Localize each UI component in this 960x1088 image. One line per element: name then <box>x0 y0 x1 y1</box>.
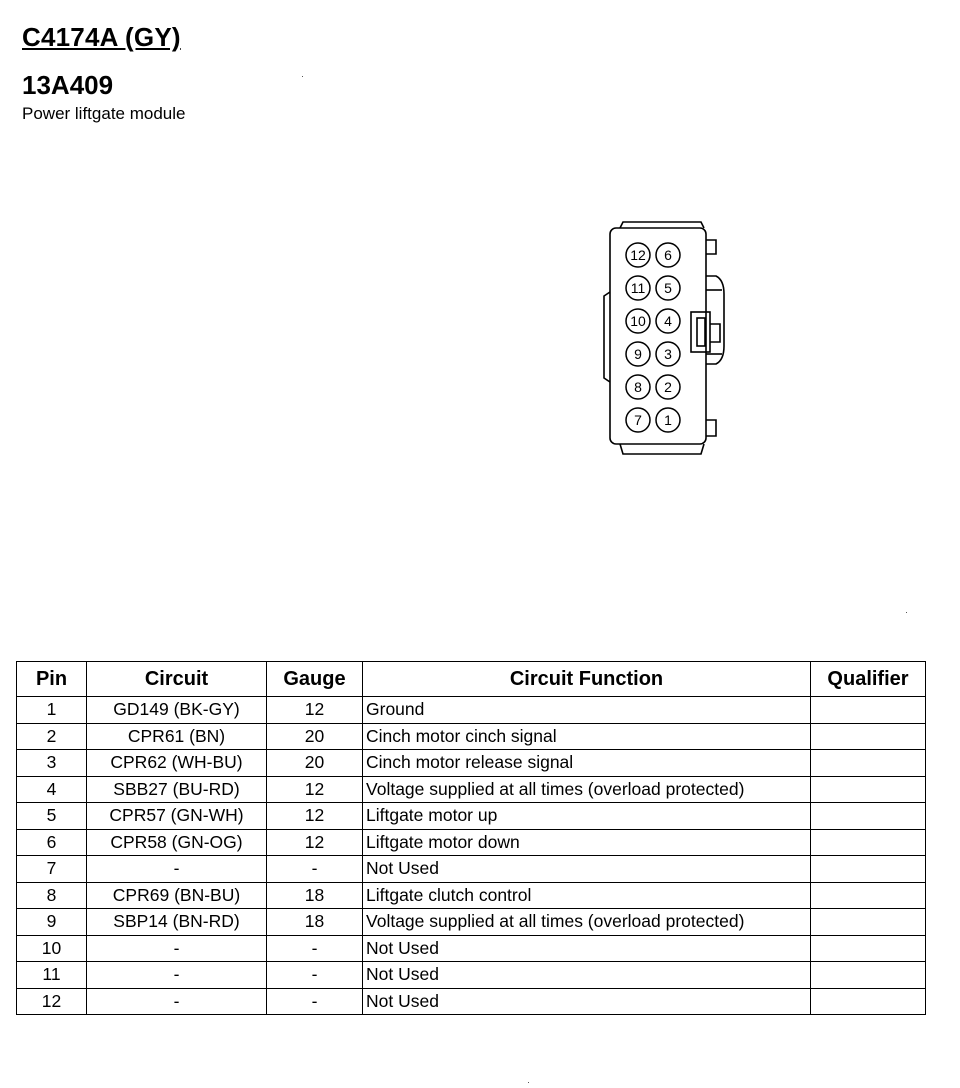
qualifier-cell <box>811 988 926 1015</box>
pinout-table-body <box>17 697 926 1015</box>
cavity-5 <box>656 276 680 300</box>
pin-cell: 1 <box>17 697 87 724</box>
circuit-function-cell: Cinch motor release signal <box>363 750 811 777</box>
circuit-function-cell: Liftgate clutch control <box>363 882 811 909</box>
header-circuit-function: Circuit Function <box>363 662 811 697</box>
qualifier-cell <box>811 909 926 936</box>
table-row <box>17 962 926 989</box>
circuit-cell: CPR58 (GN-OG) <box>87 829 267 856</box>
circuit-cell: SBP14 (BN-RD) <box>87 909 267 936</box>
table-row <box>17 803 926 830</box>
cavity-number: 12 <box>630 247 646 263</box>
cavity-4 <box>656 309 680 333</box>
table-row <box>17 776 926 803</box>
qualifier-cell <box>811 935 926 962</box>
header-qualifier: Qualifier <box>811 662 926 697</box>
gauge-cell: 12 <box>267 829 363 856</box>
circuit-function-cell: Voltage supplied at all times (overload protected) <box>363 776 811 803</box>
table-row <box>17 750 926 777</box>
cavity-grid <box>626 243 680 432</box>
cavity-number: 10 <box>630 313 646 329</box>
circuit-cell: CPR57 (GN-WH) <box>87 803 267 830</box>
cavity-number: 2 <box>664 379 672 395</box>
table-header-row <box>17 662 926 697</box>
pin-cell: 7 <box>17 856 87 883</box>
header-pin: Pin <box>17 662 87 697</box>
circuit-function-cell: Not Used <box>363 988 811 1015</box>
circuit-cell: - <box>87 935 267 962</box>
cavity-number: 3 <box>664 346 672 362</box>
circuit-cell: GD149 (BK-GY) <box>87 697 267 724</box>
header-gauge: Gauge <box>267 662 363 697</box>
gauge-cell: - <box>267 962 363 989</box>
cavity-number: 8 <box>634 379 642 395</box>
qualifier-cell <box>811 856 926 883</box>
cavity-number: 5 <box>664 280 672 296</box>
cavity-3 <box>656 342 680 366</box>
circuit-cell: - <box>87 962 267 989</box>
pin-cell: 4 <box>17 776 87 803</box>
connector-title: C4174A (GY) <box>22 22 181 52</box>
gauge-cell: 20 <box>267 723 363 750</box>
connector-description: Power liftgate module <box>22 104 186 123</box>
scan-speck <box>906 612 907 613</box>
qualifier-cell <box>811 750 926 777</box>
table-row <box>17 829 926 856</box>
cavity-2 <box>656 375 680 399</box>
table-row <box>17 935 926 962</box>
gauge-cell: - <box>267 988 363 1015</box>
circuit-cell: - <box>87 988 267 1015</box>
cavity-number: 1 <box>664 412 672 428</box>
cavity-12 <box>626 243 650 267</box>
circuit-cell: CPR62 (WH-BU) <box>87 750 267 777</box>
cavity-1 <box>656 408 680 432</box>
circuit-function-cell: Not Used <box>363 935 811 962</box>
table-row <box>17 697 926 724</box>
circuit-function-cell: Voltage supplied at all times (overload protected) <box>363 909 811 936</box>
connector-face-diagram <box>598 214 738 460</box>
qualifier-cell <box>811 829 926 856</box>
cavity-number: 6 <box>664 247 672 263</box>
circuit-cell: SBB27 (BU-RD) <box>87 776 267 803</box>
scan-speck <box>528 1082 529 1083</box>
cavity-7 <box>626 408 650 432</box>
pin-cell: 11 <box>17 962 87 989</box>
qualifier-cell <box>811 882 926 909</box>
header-circuit: Circuit <box>87 662 267 697</box>
cavity-8 <box>626 375 650 399</box>
gauge-cell: - <box>267 856 363 883</box>
cavity-number: 4 <box>664 313 672 329</box>
cavity-number: 7 <box>634 412 642 428</box>
table-row <box>17 882 926 909</box>
pin-cell: 5 <box>17 803 87 830</box>
circuit-function-cell: Not Used <box>363 962 811 989</box>
cavity-9 <box>626 342 650 366</box>
circuit-function-cell: Cinch motor cinch signal <box>363 723 811 750</box>
part-number: 13A409 <box>22 70 114 100</box>
gauge-cell: 12 <box>267 803 363 830</box>
circuit-function-cell: Ground <box>363 697 811 724</box>
gauge-cell: 18 <box>267 882 363 909</box>
pin-cell: 12 <box>17 988 87 1015</box>
pin-cell: 6 <box>17 829 87 856</box>
qualifier-cell <box>811 776 926 803</box>
gauge-cell: 18 <box>267 909 363 936</box>
cavity-number: 11 <box>630 280 646 296</box>
scan-speck <box>302 76 303 77</box>
circuit-cell: CPR61 (BN) <box>87 723 267 750</box>
circuit-cell: - <box>87 856 267 883</box>
circuit-function-cell: Liftgate motor down <box>363 829 811 856</box>
gauge-cell: 12 <box>267 776 363 803</box>
gauge-cell: - <box>267 935 363 962</box>
qualifier-cell <box>811 803 926 830</box>
gauge-cell: 20 <box>267 750 363 777</box>
pin-cell: 9 <box>17 909 87 936</box>
cavity-11 <box>626 276 650 300</box>
table-row <box>17 856 926 883</box>
qualifier-cell <box>811 962 926 989</box>
pin-cell: 2 <box>17 723 87 750</box>
table-row <box>17 988 926 1015</box>
table-row <box>17 909 926 936</box>
pin-cell: 3 <box>17 750 87 777</box>
circuit-function-cell: Liftgate motor up <box>363 803 811 830</box>
pin-cell: 8 <box>17 882 87 909</box>
cavity-10 <box>626 309 650 333</box>
circuit-cell: CPR69 (BN-BU) <box>87 882 267 909</box>
circuit-function-cell: Not Used <box>363 856 811 883</box>
pin-cell: 10 <box>17 935 87 962</box>
cavity-6 <box>656 243 680 267</box>
table-row <box>17 723 926 750</box>
qualifier-cell <box>811 723 926 750</box>
gauge-cell: 12 <box>267 697 363 724</box>
cavity-number: 9 <box>634 346 642 362</box>
qualifier-cell <box>811 697 926 724</box>
pinout-table <box>16 661 926 1015</box>
